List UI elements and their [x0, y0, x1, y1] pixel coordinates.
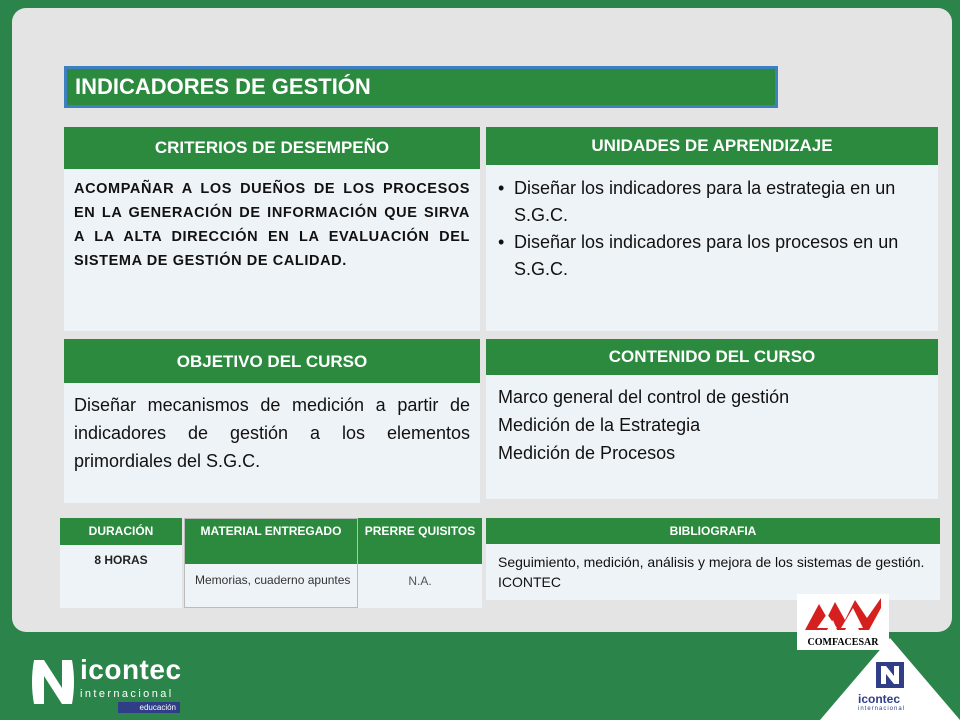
duracion-value: 8 HORAS — [94, 553, 148, 567]
bibliografia-panel — [486, 518, 940, 600]
icontec-logo-right — [820, 632, 960, 720]
page-title: INDICADORES DE GESTIÓN — [64, 66, 778, 108]
prerrequisitos-panel — [358, 518, 482, 608]
contenido-line: Medición de Procesos — [498, 443, 676, 463]
objetivo-panel — [64, 339, 480, 503]
unidades-panel — [486, 127, 938, 331]
icontec-logo-left — [28, 652, 188, 712]
contenido-line: Marco general del control de gestión — [498, 387, 790, 407]
objetivo-text: Diseñar mecanismos de medición a partir de indicadores de gestión a los elementos primordiales del S.G.C. — [74, 395, 470, 471]
contenido-heading: CONTENIDO DEL CURSO — [486, 339, 938, 375]
icontec-subtitle-right: internacional — [858, 706, 906, 712]
icontec-education-tag: educación — [118, 702, 180, 713]
unidades-item: • Diseñar los indicadores para la estrategia en un S.G.C. — [498, 175, 926, 229]
contenido-body — [486, 375, 938, 467]
bibliografia-heading: BIBLIOGRAFIA — [486, 518, 940, 544]
unidades-heading: UNIDADES DE APRENDIZAJE — [486, 127, 938, 165]
criterios-text: ACOMPAÑAR A LOS DUEÑOS DE LOS PROCESOS EN LA GENERACIÓN DE INFORMACIÓN QUE SIRVA A LA ALTA DIRECCIÓN EN LA EVALUACIÓN DEL SISTEMA DE GESTIÓN DE CALIDAD. — [74, 181, 470, 269]
icontec-n-icon — [28, 654, 78, 710]
contenido-line: Medición de la Estrategia — [498, 415, 701, 435]
icontec-wordmark: icontec — [80, 654, 182, 685]
material-value: Memorias, cuaderno apuntes — [195, 573, 351, 587]
duracion-panel — [60, 518, 182, 608]
contenido-panel — [486, 339, 938, 499]
comfacesar-mark-icon — [797, 594, 889, 634]
unidades-item: • Diseñar los indicadores para los procesos en un S.G.C. — [498, 229, 926, 283]
prerrequisitos-heading: PRERRE QUISITOS — [358, 518, 482, 564]
duracion-heading: DURACIÓN — [60, 518, 182, 545]
comfacesar-wordmark: COMFACESAR — [807, 637, 879, 648]
prerrequisitos-value: N.A. — [408, 574, 432, 588]
material-panel — [184, 518, 358, 608]
objetivo-heading: OBJETIVO DEL CURSO — [64, 339, 480, 383]
criterios-panel — [64, 127, 480, 331]
unidades-list — [498, 175, 926, 283]
unidades-body — [486, 165, 938, 283]
material-heading: MATERIAL ENTREGADO — [185, 519, 357, 564]
icontec-subtitle: internacional — [80, 688, 174, 700]
bibliografia-text: Seguimiento, medición, análisis y mejora de los sistemas de gestión. ICONTEC — [498, 554, 925, 590]
criterios-heading: CRITERIOS DE DESEMPEÑO — [64, 127, 480, 169]
icontec-wordmark-right: icontec — [858, 692, 901, 706]
